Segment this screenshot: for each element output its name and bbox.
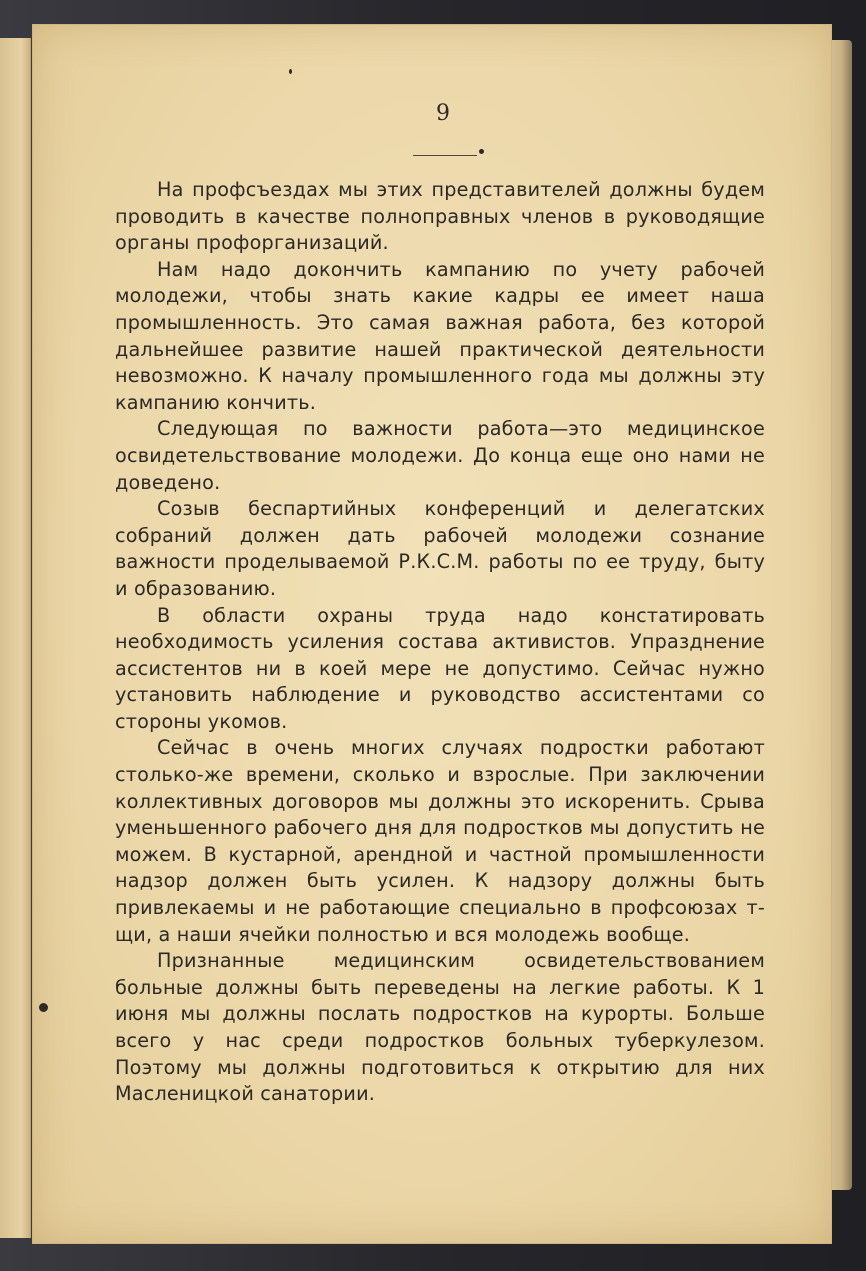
- page-body: [115, 177, 765, 1108]
- page-number: 9: [436, 101, 450, 126]
- paragraph-3: Следующая по важности работа—это медицинское освидетельствование молодежи. До конца еще оно нами не доведено.: [115, 417, 765, 494]
- ink-speck: [479, 149, 484, 154]
- ink-speck: [289, 69, 292, 74]
- paragraph-2: Нам надо докончить кампанию по учету рабочей молодежи, чтобы знать какие кадры ее имеет наша промышленность. Это самая важная работа, без которой дальнейшее развитие нашей практической деятельности невозможно. К началу промышленного года мы должны эту кампанию кончить.: [115, 257, 765, 414]
- page-number-rule: [413, 155, 477, 156]
- ink-speck: [39, 1003, 48, 1012]
- paragraph-5: В области охраны труда надо констатировать необходимость усиления состава активистов. Упразднение ассистентов ни в коей мере не допустимо. Сейчас нужно установить наблюдение и руководство ассистентами со стороны укомов.: [115, 603, 765, 733]
- book-page: [32, 24, 832, 1244]
- paragraph-1: На профсъездах мы этих представителей должны будем проводить в качестве полноправных членов в руководящие органы профорганизаций.: [115, 178, 765, 255]
- paragraph-6: Сейчас в очень многих случаях подростки работают столько-же времени, сколько и взрослые. При заключении коллективных договоров мы должны это искоренить. Срыва уменьшенного рабочего дня для подростков мы допустить не можем. В кустарной, арендной и частной промышленности надзор должен быть усилен. К надзору должны быть привлекаемы и не работающие специально в профсоюзах т-щи, а наши ячейки полностью и вся молодежь вообще.: [115, 736, 765, 946]
- paragraph-4: Созыв беспартийных конференций и делегатских собраний должен дать рабочей молодежи сознание важности проделываемой Р.К.С.М. работы по ее труду, быту и образованию.: [115, 497, 765, 600]
- previous-page-edge: [0, 38, 31, 1238]
- paragraph-7: Признанные медицинским освидетельствованием больные должны быть переведены на легкие работы. К 1 июня мы должны послать подростков на курорты. Больше всего у нас среди подростков больных туберкулезом. Поэтому мы должны подготовиться к открытию для них Масленицкой санатории.: [115, 949, 765, 1106]
